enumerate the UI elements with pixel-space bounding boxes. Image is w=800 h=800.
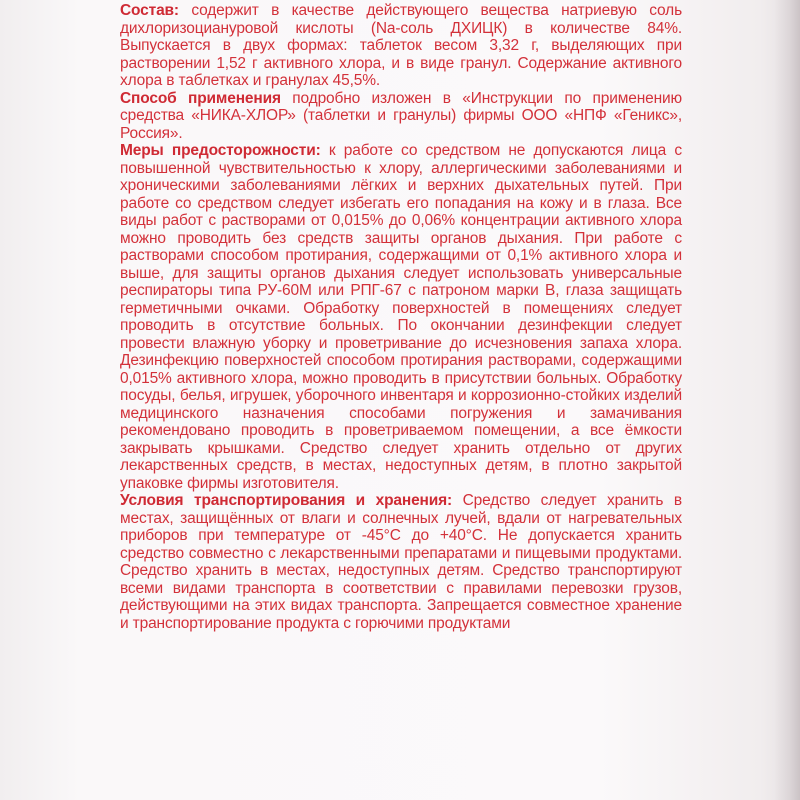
section-storage <box>120 492 682 632</box>
section-heading: Условия транспортирования и хранения: <box>120 492 453 509</box>
section-body: подробно изложен в «Инструкции по применению средства «НИКА-ХЛОР» (таблетки и гранулы) фирмы ООО «НПФ «Геникс», Россия». <box>120 89 682 142</box>
section-heading: Меры предосторожности: <box>120 142 321 159</box>
section-heading: Способ применения <box>120 89 281 107</box>
section-body: Средство следует хранить в местах, защищённых от влаги и солнечных лучей, вдали от нагревательных приборов при температуре от -45°С до +40°С. Не допускается хранить средство совместно с лекарственными препаратами и пищевыми продуктами. Средство хранить в местах, недоступных детям. Средство транспортируют всеми видами транспорта в соответствии с правилами перевозки грузов, действующими на этих видах транспорта. Запрещается совместное хранение и транспортирование продукта с горючими продуктами <box>120 492 682 632</box>
section-precautions <box>120 142 682 492</box>
section-usage <box>120 90 682 143</box>
section-composition <box>120 2 682 90</box>
section-body: к работе со средством не допускаются лица с повышенной чувствительностью к хлору, аллергическими заболеваниями и хроническими заболеваниями лёгких и верхних дыхательных путей. При работе со средством следует избегать его попадания на кожу и в глаза. Все виды работ с растворами от 0,015% до 0,06% концентрации активного хлора можно проводить без средств защиты органов дыхания. При работе с растворами способом протирания, содержащими от 0,1% активного хлора и выше, для защиты органов дыхания следует использовать универсальные респираторы типа РУ-60М или РПГ-67 с патроном марки В, глаза защищать герметичными очками. Обработку поверхностей в помещениях следует проводить в отсутствие больных. По окончании дезинфекции следует провести влажную уборку и проветривание до исчезновения запаха хлора. Дезинфекцию поверхностей способом протирания растворами, содержащими 0,015% активного хлора, можно проводить в присутствии больных. Обработку посуды, белья, игрушек, уборочного инвентаря и коррозионно-стойких изделий медицинского назначения способами погружения и замачивания рекомендовано проводить в проветриваемом помещении, а все ёмкости закрывать крышками. Средство следует хранить отдельно от других лекарственных средств, в местах, недоступных детям, в плотно закрытой упаковке фирмы изготовителя. <box>120 142 682 492</box>
label-text-block <box>120 2 682 632</box>
section-body: содержит в качестве действующего вещества натриевую соль дихлоризоциануровой кислоты (Na-соль ДХИЦК) в количестве 84%. Выпускается в двух формах: таблеток весом 3,32 г, выделяющих при растворении 1,52 г активного хлора, и в виде гранул. Содержание активного хлора в таблетках и гранулах 45,5%. <box>120 2 682 89</box>
bottle-shadow-edge <box>774 0 800 800</box>
section-heading: Состав: <box>120 2 179 19</box>
